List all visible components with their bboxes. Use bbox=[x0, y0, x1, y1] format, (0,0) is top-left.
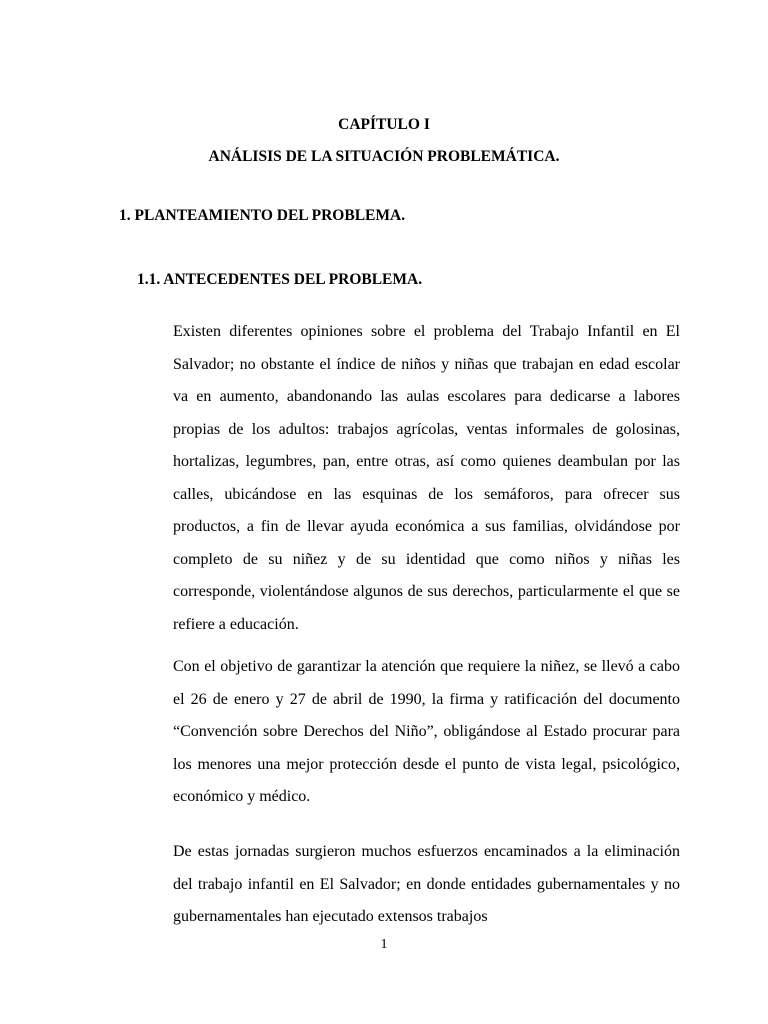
body-paragraph-3: De estas jornadas surgieron muchos esfuerzos encaminados a la eliminación del trabajo infantil en El Salvador; en donde entidades gubernamentales y no gubernamentales han ejecutado extensos trabajos bbox=[173, 843, 680, 925]
section-heading-planteamiento: 1. PLANTEAMIENTO DEL PROBLEMA. bbox=[119, 207, 406, 224]
chapter-heading: ANÁLISIS DE LA SITUACIÓN PROBLEMÁTICA. bbox=[208, 148, 560, 165]
body-paragraph-2: Con el objetivo de garantizar la atención que requiere la niñez, se llevó a cabo el 26 de enero y 27 de abril de 1990, la firma y ratificación del documento “Convención sobre Derechos del Niño”, obligándose al Estado procurar para los menores una mejor protección desde el punto de vista legal, psicológico, económico y médico. bbox=[173, 658, 680, 805]
subsection-heading-antecedentes: 1.1. ANTECEDENTES DEL PROBLEMA. bbox=[137, 271, 423, 288]
page-number: 1 bbox=[380, 937, 388, 952]
body-paragraph-1: Existen diferentes opiniones sobre el problema del Trabajo Infantil en El Salvador; no obstante el índice de niños y niñas que trabajan en edad escolar va en aumento, abandonando las aulas escolares para dedicarse a labores propias de los adultos: trabajos agrícolas, ventas informales de golosinas, hortalizas, legumbres, pan, entre otras, así como quienes deambulan por las calles, ubicándose en las esquinas de los semáforos, para ofrecer sus productos, a fin de llevar ayuda económica a sus familias, olvidándose por completo de su niñez y de su identidad que como niños y niñas les corresponde, violentándose algunos de sus derechos, particularmente el que se refiere a educación. bbox=[173, 323, 680, 633]
chapter-label: CAPÍTULO I bbox=[338, 116, 430, 133]
